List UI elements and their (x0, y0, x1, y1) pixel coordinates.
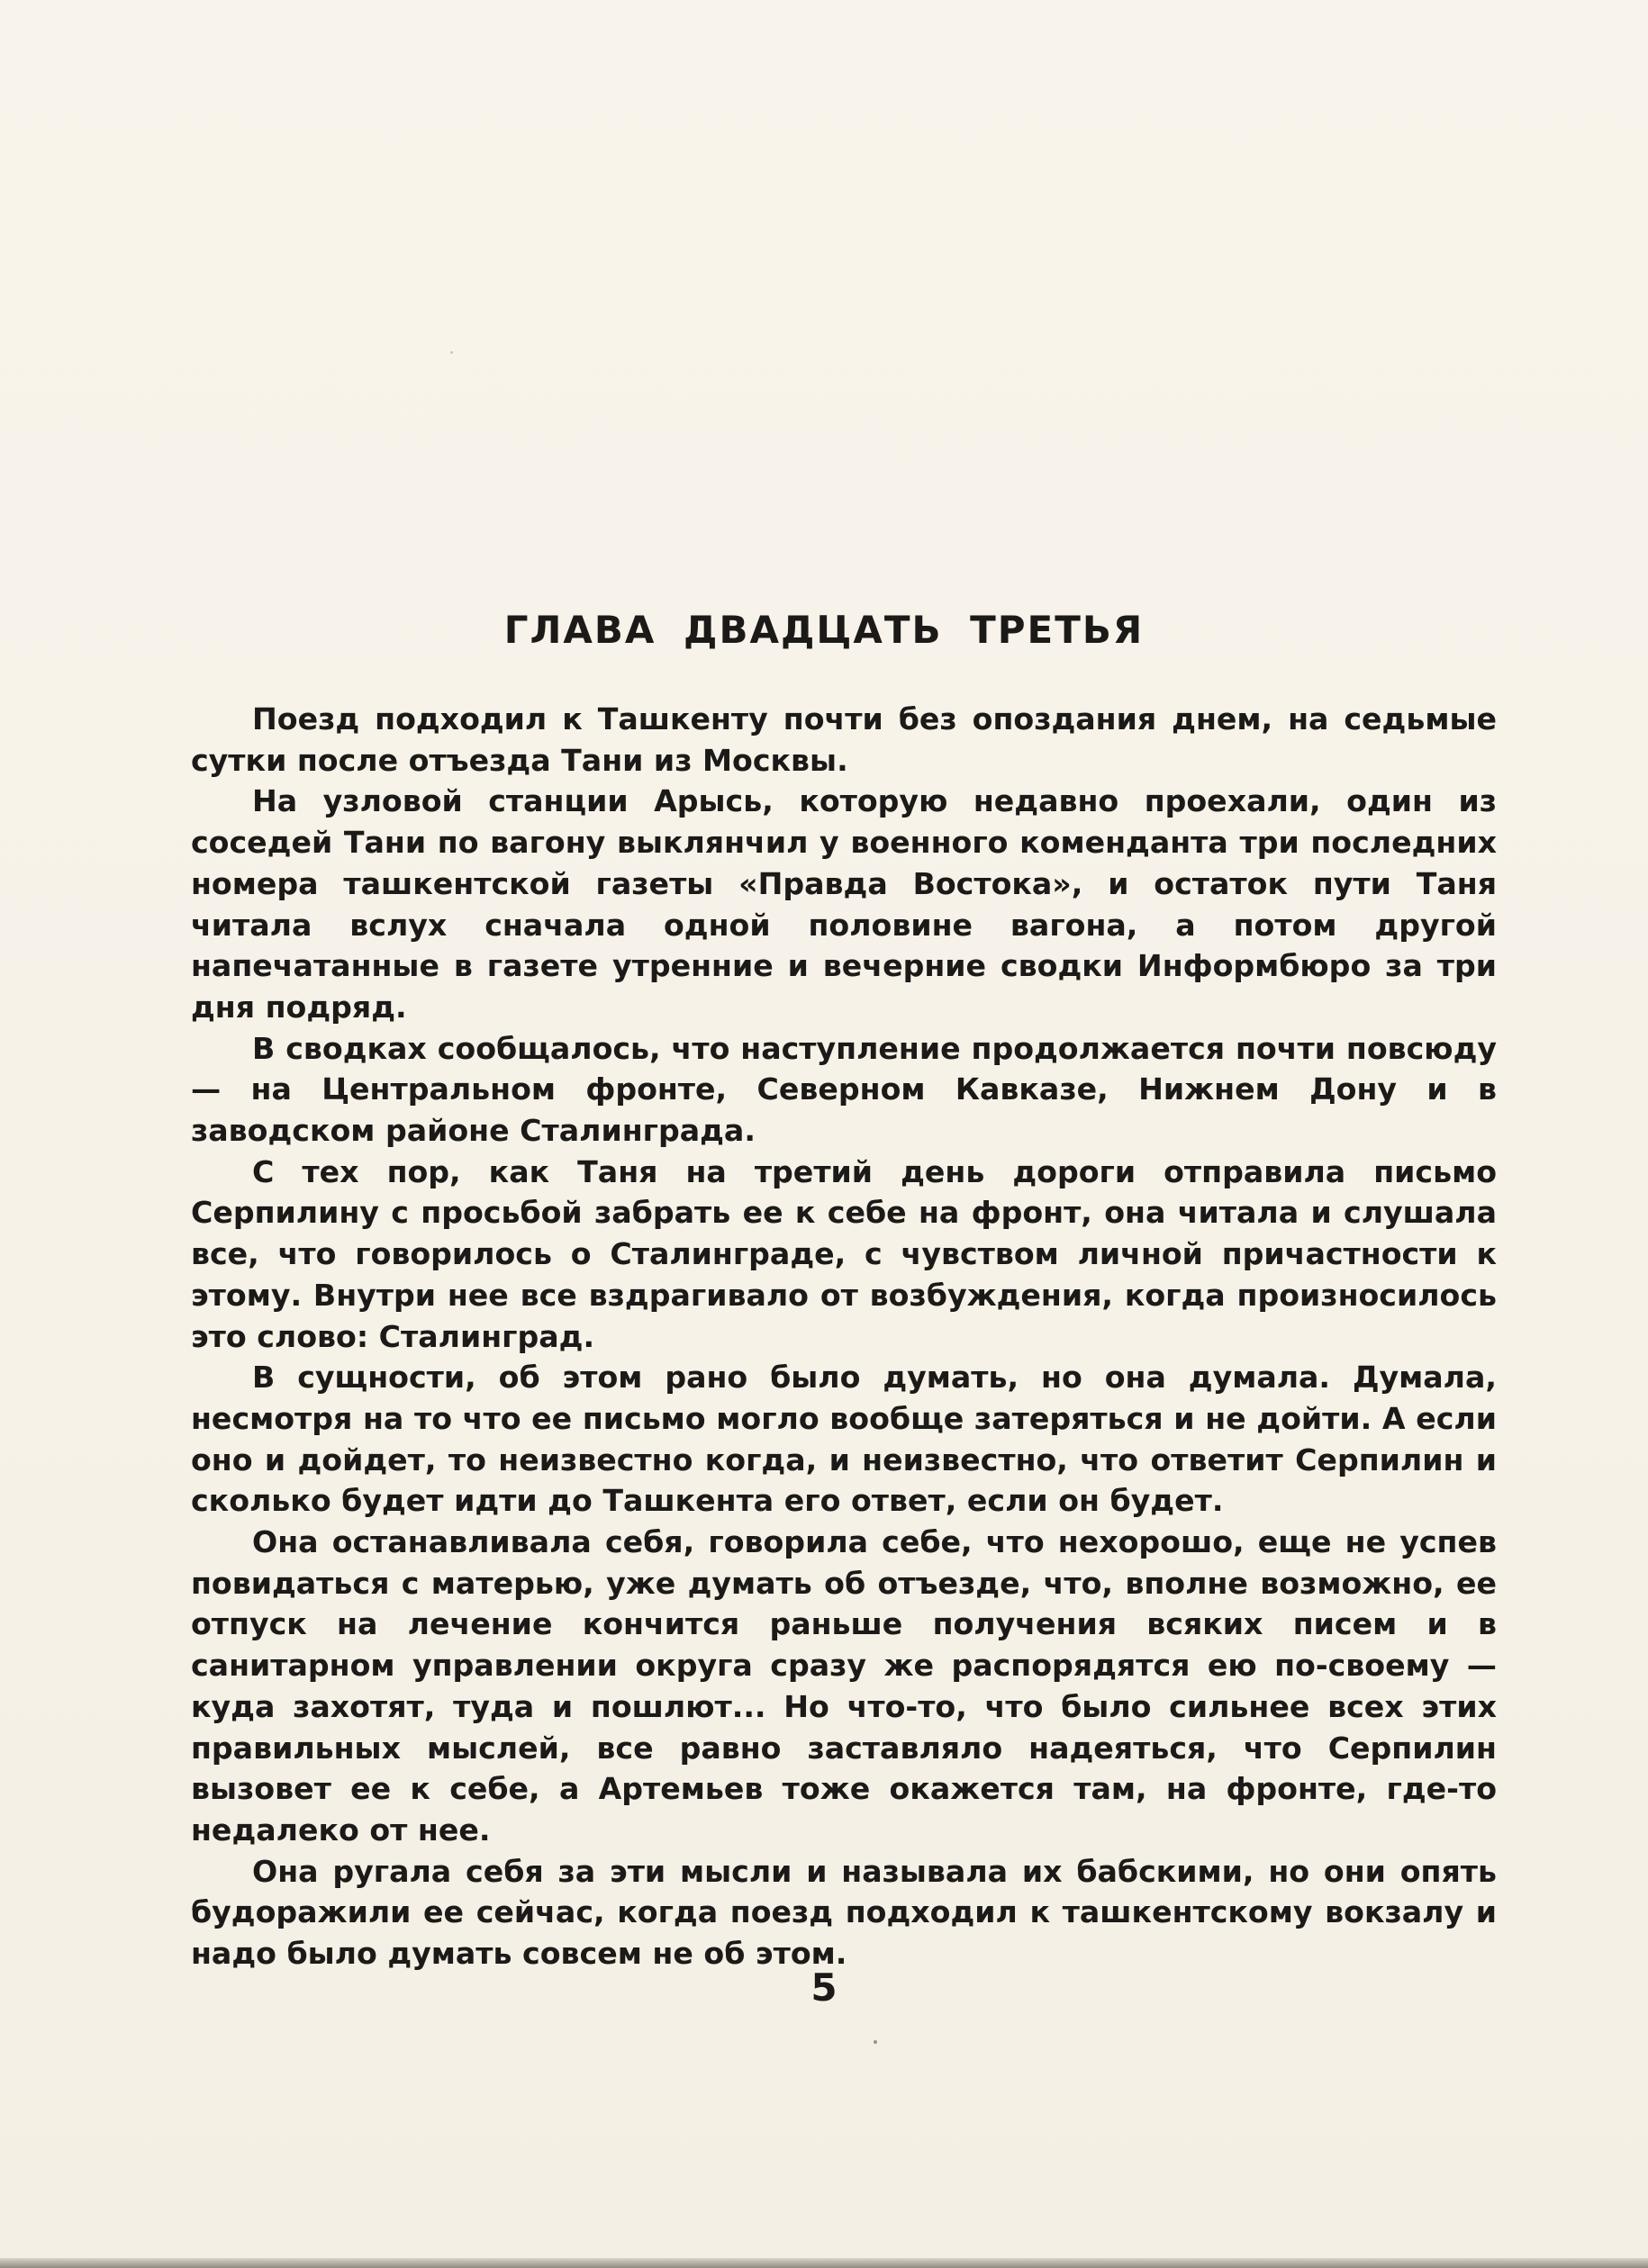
chapter-title: ГЛАВА ДВАДЦАТЬ ТРЕТЬЯ (503, 608, 1145, 652)
page-number: 5 (810, 1965, 838, 2010)
paragraph: В сводках сообщалось, что наступление продолжается почти повсюду — на Центральном фронте, Северном Кавказе, Нижнем Дону и в заводском районе Сталинграда. (191, 1030, 1497, 1149)
paper-speck (874, 2040, 877, 2044)
paper-speck (450, 351, 453, 354)
page-bottom-edge (0, 2258, 1648, 2268)
paragraph: В сущности, об этом рано было думать, но она думала. Думала, несмотря на то что ее письмо могло вообще затеряться и не дойти. А если оно и дойдет, то неизвестно когда, и неизвестно, что ответит Серпилин и сколько будет идти до Ташкента его ответ, если он будет. (191, 1360, 1497, 1519)
paragraph: Поезд подходил к Ташкенту почти без опоздания днем, на седьмые сутки после отъезда Тани из Москвы. (191, 701, 1497, 778)
paragraph: Она ругала себя за эти мысли и называла их бабскими, но они опять будоражили ее сейчас, когда поезд подходил к ташкентскому вокзалу и надо было думать совсем не об этом. (191, 1853, 1497, 1972)
chapter-text (191, 699, 1497, 1974)
paragraph: С тех пор, как Таня на третий день дороги отправила письмо Серпилину с просьбой забрать ее к себе на фронт, она читала и слушала все, что говорилось о Сталинграде, с чувством личной причастности к этому. Внутри нее все вздрагивало от возбуждения, когда произносилось это слово: Сталинград. (191, 1153, 1497, 1354)
paragraph: На узловой станции Арысь, которую недавно проехали, один из соседей Тани по вагону выклянчил у военного коменданта три последних номера ташкентской газеты «Правда Востока», и остаток пути Таня читала вслух сначала одной половине вагона, а потом другой напечатанные в газете утренние и вечерние сводки Информбюро за три дня подряд. (191, 783, 1497, 1025)
paragraph: Она останавливала себя, говорила себе, что нехорошо, еще не успев повидаться с матерью, уже думать об отъезде, что, вполне возможно, ее отпуск на лечение кончится раньше получения всяких писем и в санитарном управлении округа сразу же распорядятся ею по-своему — куда захотят, туда и пошлют... Но что-то, что было сильнее всех этих правильных мыслей, все равно заставляло надеяться, что Серпилин вызовет ее к себе, а Артемьев тоже окажется там, на фронте, где-то недалеко от нее. (191, 1524, 1497, 1848)
